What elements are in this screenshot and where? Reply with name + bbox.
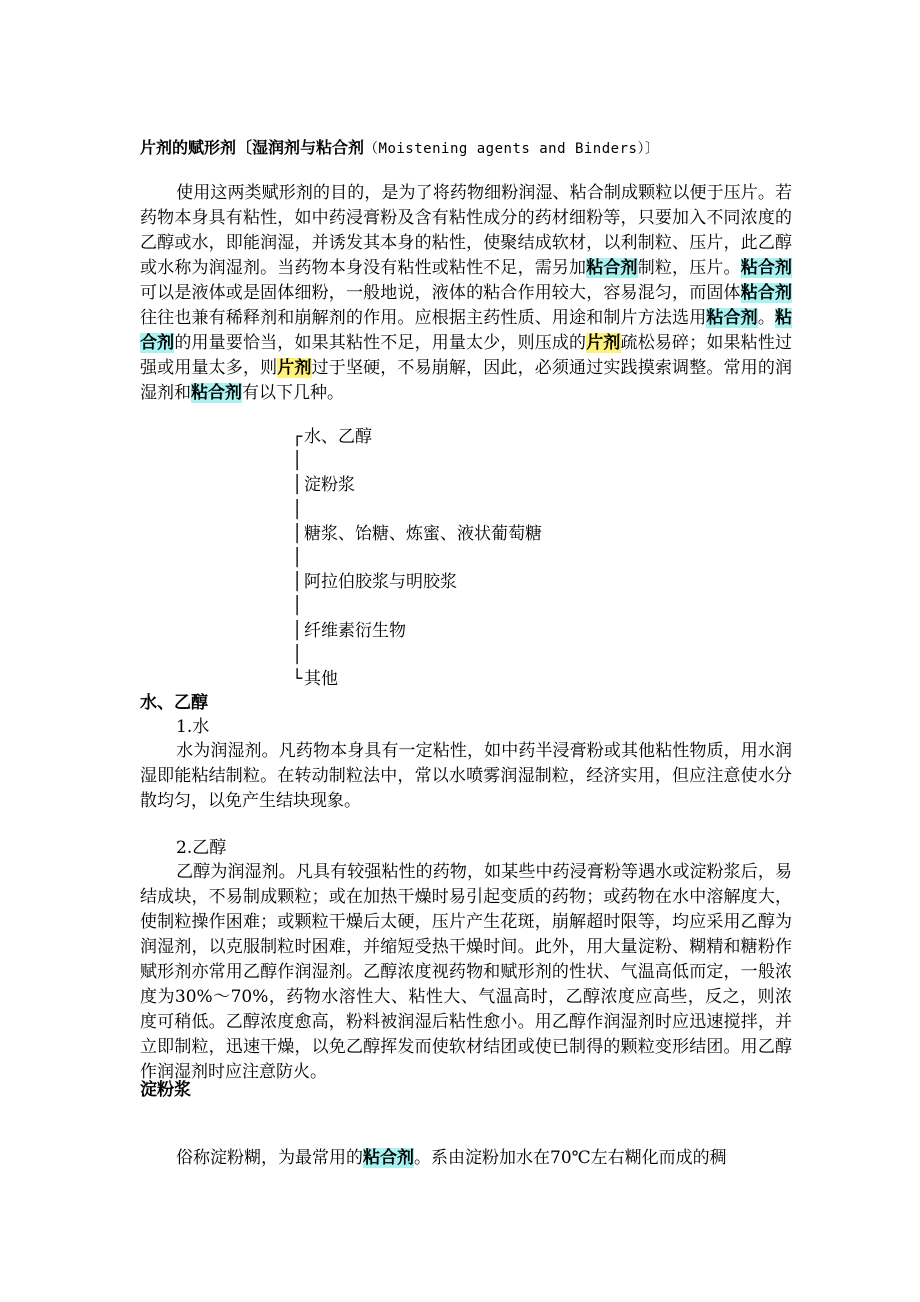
tree-item: │ 阿拉伯胶浆与明胶浆 <box>292 572 457 593</box>
intro-text: 往往也兼有稀释剂和崩解剂的作用。应根据主药性质、用途和制片方法选用 <box>140 308 707 328</box>
tree-item: ┌ 水、乙醇 <box>292 427 372 447</box>
intro-text: 可以是液体或是固体细粉，一般地说，液体的粘合作用较大，容易混匀，而固体 <box>140 283 741 303</box>
tree-item: │ 纤维素衍生物 <box>292 620 406 641</box>
paragraph-water: 水为润湿剂。凡药物本身具有一定粘性，如中药半浸膏粉或其他粘性物质，用水润湿即能粘结制粒。在转动制粒法中，常以水喷雾润湿制粒，经济实用，但应注意使水分散均匀，以免产生结块现象。 <box>140 741 792 811</box>
highlight-binder: 粘合剂 <box>140 308 793 353</box>
intro-text: 过于坚硬，不易崩解，因此，必须通过实践摸索调整。常用的润湿剂和 <box>140 358 793 403</box>
tree-connector: │ <box>292 547 303 568</box>
section-heading-water-ethanol: 水、乙醇 <box>140 693 208 713</box>
intro-text: 疏松易碎；如果粘性过强或用量太多，则 <box>140 333 793 378</box>
highlight-binder: 粘合剂 <box>586 258 638 278</box>
tree-connector: │ <box>292 644 303 665</box>
tree-connector: │ <box>292 451 303 472</box>
tree-connector: │ <box>292 499 303 520</box>
tree-item: │ 糖浆、饴糖、炼蜜、液状葡萄糖 <box>292 523 542 544</box>
highlight-tablet: 片剂 <box>277 358 312 378</box>
intro-paragraph <box>140 181 792 406</box>
highlight-tablet: 片剂 <box>586 333 621 353</box>
paragraph-starch-paste: 俗称淀粉糊，为最常用的粘合剂。系由淀粉加水在70℃左右糊化而成的稠 <box>176 1148 727 1168</box>
highlight-binder: 粘合剂 <box>363 1148 414 1168</box>
binder-type-tree <box>292 425 692 691</box>
subheading-ethanol: 2.乙醇 <box>176 838 227 858</box>
paragraph-ethanol: 乙醇为润湿剂。凡具有较强粘性的药物，如某些中药浸膏粉等遇水或淀粉浆后，易结成块，不易制成颗粒；或在加热干燥时易引起变质的药物；或药物在水中溶解度大，使制粒操作困难；或颗粒干燥后太硬，压片产生花斑，崩解超时限等，均应采用乙醇为润湿剂，以克服制粒时困难，并缩短受热干燥时间。此外，用大量淀粉、糊精和糖粉作赋形剂亦常用乙醇作润湿剂。乙醇浓度视药物和赋形剂的性状、气温高低而定，一般浓度为30%～70%，药物水溶性大、粘性大、气温高时，乙醇浓度应高些，反之，则浓度可稍低。乙醇浓度愈高，粉料被润湿后粘性愈小。用乙醇作润湿剂时应迅速搅拌，并立即制粒，迅速干燥，以免乙醇挥发而使软材结团或使已制得的颗粒变形结团。用乙醇作润湿剂时应注意防火。 <box>140 862 792 1082</box>
subheading-water: 1.水 <box>176 717 210 737</box>
document-title <box>140 136 840 161</box>
intro-text: 使用这两类赋形剂的目的，是为了将药物细粉润湿、粘合制成颗粒以便于压片。若药物本身具有粘性，如中药浸膏粉及含有粘性成分的药材细粉等，只要加入不同浓度的乙醇或水，即能润湿，并诱发其本身的粘性，使聚结成软材，以利制粒、压片，此乙醇或水称为润湿剂。当药物本身没有粘性或粘性不足，需另加 <box>140 183 792 278</box>
intro-text: 的用量要恰当，如果其粘性不足，用量太少，则压成的 <box>174 333 587 353</box>
intro-text: 有以下几种。 <box>242 383 344 403</box>
tree-item: │ 淀粉浆 <box>292 475 355 496</box>
title-chinese: 片剂的赋形剂〔湿润剂与粘合剂 <box>140 138 365 157</box>
tree-connector: │ <box>292 596 303 617</box>
section-heading-starch-paste: 淀粉浆 <box>140 1080 191 1100</box>
highlight-binder: 粘合剂 <box>740 258 793 278</box>
highlight-binder: 粘合剂 <box>191 383 242 403</box>
highlight-binder: 粘合剂 <box>740 283 793 303</box>
highlight-binder: 粘合剂 <box>706 308 758 328</box>
tree-item: └ 其他 <box>292 668 338 689</box>
intro-text: 制粒，压片。 <box>637 258 741 278</box>
title-english: （Moistening agents and Binders）〕 <box>364 141 660 157</box>
intro-text: 。 <box>757 308 776 328</box>
